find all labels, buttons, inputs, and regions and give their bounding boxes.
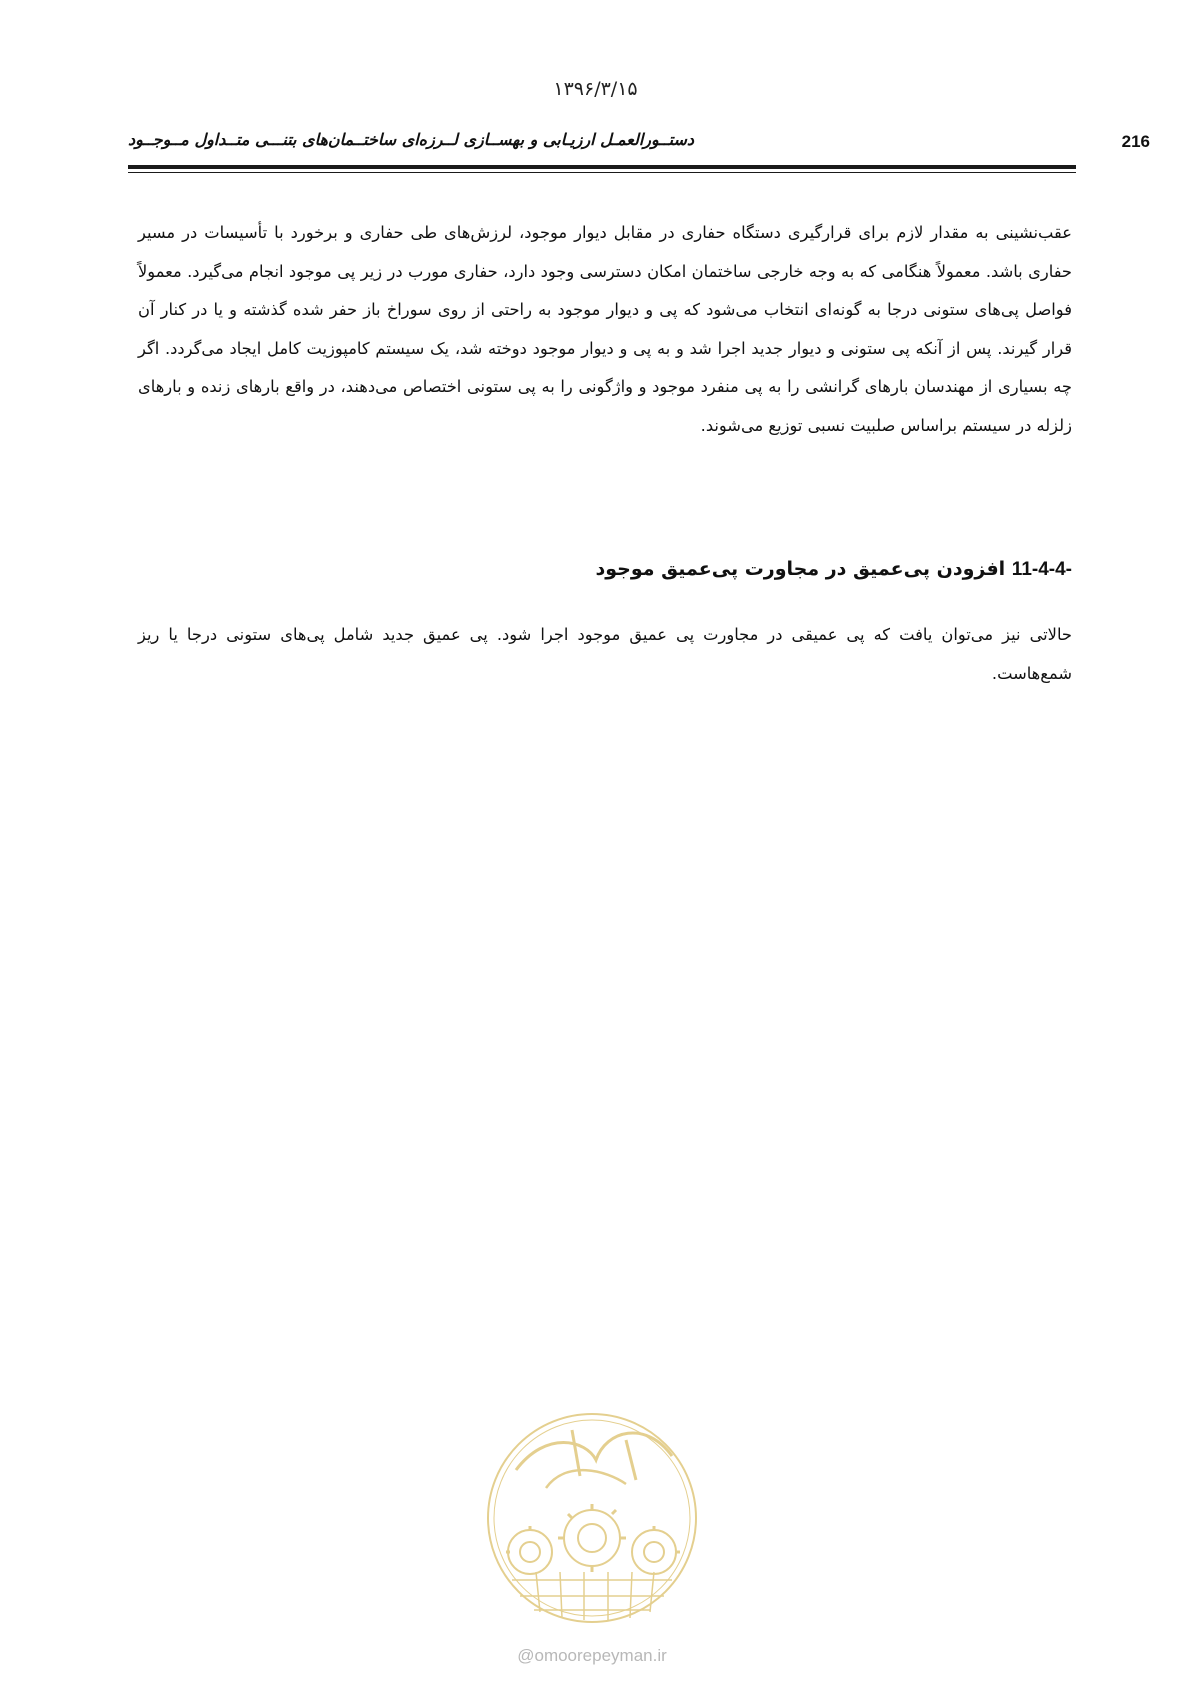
book-title: دستــورالعمـل ارزیـابی و بهســازی لــرزه‌ای ساختــمان‌های بتنـــی متــداول مــوجــود bbox=[128, 130, 694, 149]
section-title: افزودن پی‌عمیق در مجاورت پی‌عمیق موجود bbox=[595, 558, 1006, 580]
page-number: 216 bbox=[1121, 132, 1150, 151]
body-paragraph-2: حالاتی نیز می‌توان یافت که پی عمیقی در مجاورت پی عمیق موجود اجرا شود. پی عمیق جدید شامل پی‌های ستونی درجا یا ریز شمع‌هاست. bbox=[138, 625, 1072, 683]
body-paragraph: عقب‌نشینی به مقدار لازم برای قرارگیری دستگاه حفاری در مقابل دیوار موجود، لرزش‌های طی حفاری و برخورد با تأسیسات در مسیر حفاری باشد. معمولاً هنگامی که به وجه خارجی ساختمان امکان دسترسی وجود دارد، حفاری مورب در زیر پی موجود انجام می‌گیرد. معمولاً فواصل پی‌های ستونی درجا به گونه‌ای انتخاب می‌شود که پی و دیوار موجود به راحتی از روی سوراخ باز حفر شده گذشته و یا در کنار آن قرار گیرند. پس از آنکه پی ستونی و دیوار جدید اجرا شد و به پی و دیوار موجود دوخته شد، یک سیستم کامپوزیت کامل ایجاد می‌گردد. اگر چه بسیاری از مهندسان بارهای گرانشی را به پی منفرد موجود و واژگونی را به پی ستونی اختصاص می‌دهند، در واقع بارهای زنده و بارهای زلزله در سیستم براساس صلبیت نسبی توزیع می‌شوند. bbox=[138, 223, 1072, 435]
section-heading bbox=[138, 558, 1072, 581]
header-rule bbox=[128, 165, 1076, 169]
running-header bbox=[128, 126, 1150, 156]
watermark-caption: @omoorepeyman.ir bbox=[517, 1646, 667, 1665]
at-sign-icon: @ bbox=[517, 1646, 535, 1665]
document-date: ۱۳۹۶/۳/۱۵ bbox=[553, 78, 638, 100]
watermark-logo bbox=[476, 1400, 708, 1644]
section-number: 11-4-4- bbox=[1011, 559, 1072, 580]
header-rule-thin bbox=[128, 172, 1076, 173]
